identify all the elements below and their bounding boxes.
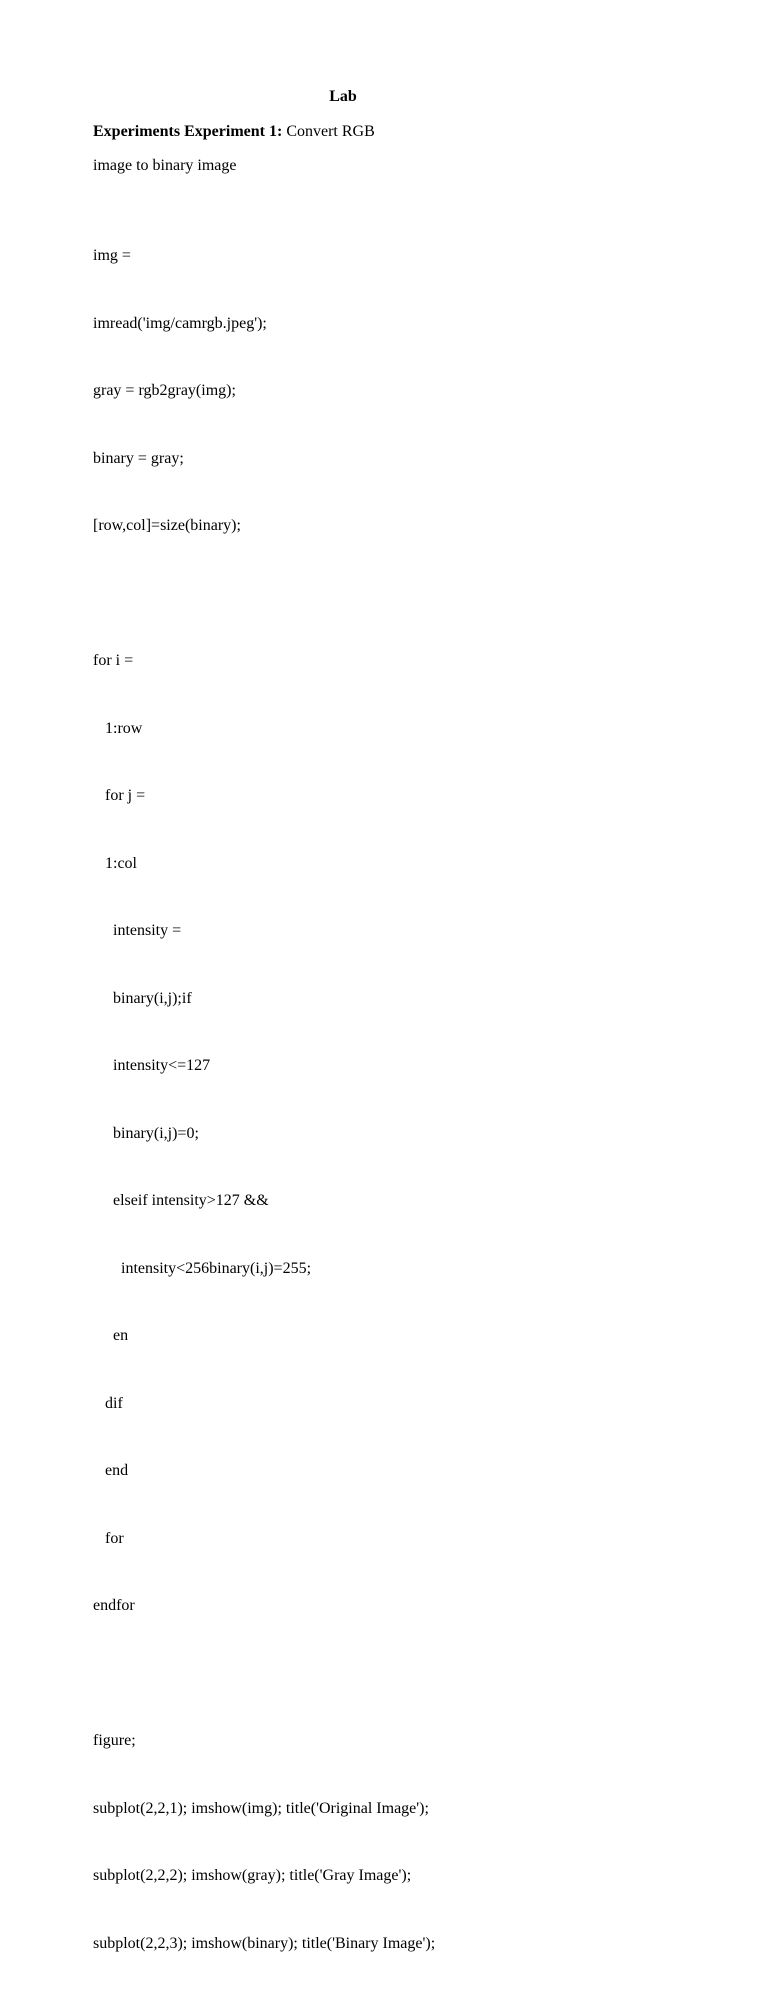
code-line: elseif intensity>127 && bbox=[93, 1192, 269, 1209]
code-line: end bbox=[93, 1462, 129, 1479]
code-line: figure; bbox=[93, 1732, 136, 1749]
code-line: [row,col]=size(binary); bbox=[93, 517, 241, 534]
code-line: for bbox=[93, 1529, 124, 1547]
page-title: Lab bbox=[329, 88, 357, 105]
experiment-heading-rest: Convert RGB bbox=[282, 123, 375, 140]
experiment-heading-bold: Experiments Experiment 1: bbox=[93, 123, 283, 140]
code-line: imread('img/camrgb.jpeg'); bbox=[93, 314, 267, 332]
code-line bbox=[93, 1663, 435, 1686]
code-line: subplot(2,2,2); imshow(gray); title('Gray Image'); bbox=[93, 1867, 412, 1884]
code-line: subplot(2,2,1); imshow(img); title('Original Image'); bbox=[93, 1799, 429, 1817]
code-line: gray = rgb2gray(img); bbox=[93, 382, 236, 399]
code-block bbox=[93, 200, 435, 2000]
code-line: 1:col bbox=[93, 854, 137, 872]
code-line: binary(i,j)=0; bbox=[93, 1124, 199, 1142]
code-line: img = bbox=[93, 247, 131, 264]
code-line: for j = bbox=[93, 787, 146, 804]
code-line: en bbox=[93, 1327, 129, 1344]
code-line: subplot(2,2,3); imshow(binary); title('Binary Image'); bbox=[93, 1934, 436, 1952]
code-line: 1:row bbox=[93, 719, 143, 737]
code-line: intensity<=127 bbox=[93, 1057, 211, 1074]
code-line: endfor bbox=[93, 1597, 135, 1614]
code-line: intensity = bbox=[93, 922, 182, 939]
experiment-heading bbox=[93, 121, 375, 143]
code-line bbox=[93, 583, 435, 606]
experiment-subheading: image to binary image bbox=[93, 157, 237, 174]
code-line: binary(i,j);if bbox=[93, 989, 192, 1007]
code-line: for i = bbox=[93, 652, 134, 669]
code-line: intensity<256binary(i,j)=255; bbox=[93, 1259, 312, 1277]
code-line: binary = gray; bbox=[93, 449, 184, 467]
code-line: dif bbox=[93, 1394, 123, 1412]
